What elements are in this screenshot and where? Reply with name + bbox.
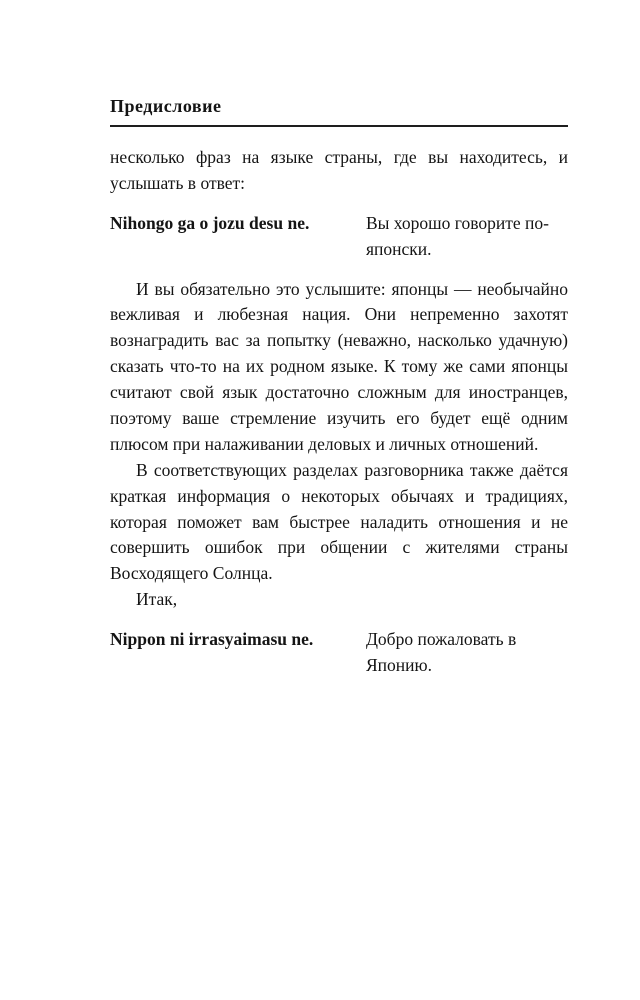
paragraph-2: В соответствующих разделах разговорника также даётся краткая информация о некоторых обычаях и традициях, которая поможет вам быстрее наладить отношения и не совершить ошибок при общении с жителями страны Восходящего Солнца. xyxy=(110,459,568,584)
intro-paragraph: несколько фраз на языке страны, где вы находитесь, и услышать в ответ: xyxy=(110,147,568,193)
paragraph-3: Итак, xyxy=(136,589,178,610)
phrase-russian-2: Добро пожаловать в Японию. xyxy=(366,629,517,676)
phrase-row-1 xyxy=(110,211,568,263)
phrase-russian-1: Вы хорошо говорите по-японски. xyxy=(366,212,549,259)
phrase-row-2 xyxy=(110,627,568,679)
page-content xyxy=(110,96,568,693)
running-head: Предисловие xyxy=(110,96,568,127)
paragraph-1: И вы обязательно это услышите: японцы — необычайно вежливая и любезная нация. Они непременно захотят вознаградить вас за попытку (неважно, насколько удачную) сказать что-то на их родном языке. К тому же сами японцы считают свой язык достаточно сложным для иностранцев, поэтому ваше стремление изучить его будет ещё одним плюсом при налаживании деловых и личных отношений. xyxy=(110,278,568,454)
phrase-japanese-1: Nihongo ga o jozu desu ne. xyxy=(110,212,310,233)
phrase-japanese-2: Nippon ni irrasyaimasu ne. xyxy=(110,629,314,650)
body-text xyxy=(110,145,568,679)
